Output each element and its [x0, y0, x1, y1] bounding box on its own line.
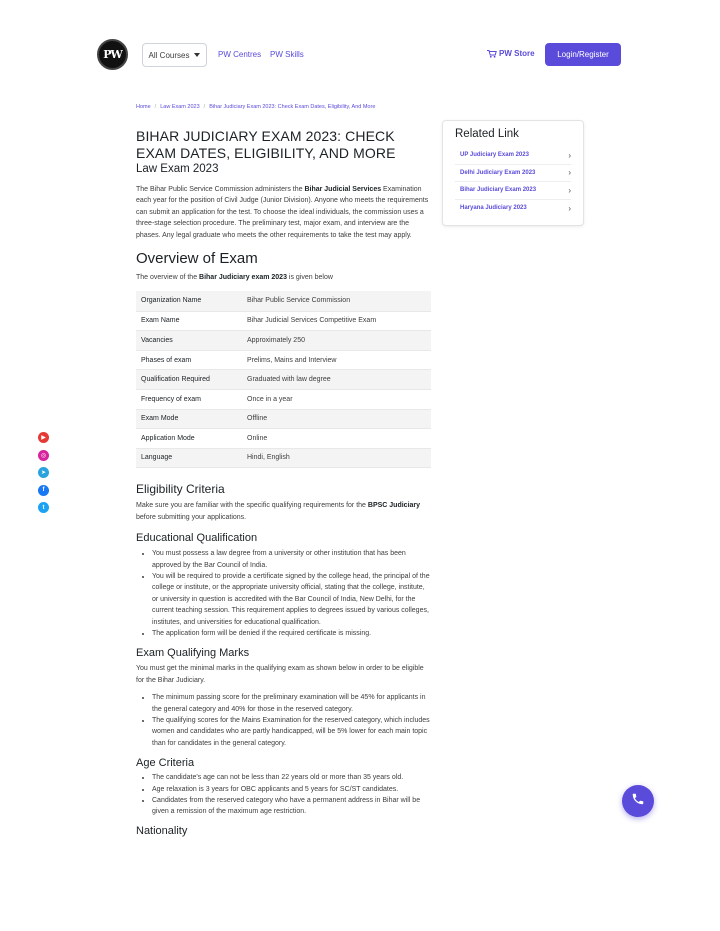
marks-heading: Exam Qualifying Marks [136, 647, 250, 660]
table-cell-value: Approximately 250 [242, 331, 431, 351]
list-item: • You must possess a law degree from a university or other institution that has been approved by the Bar Council of India. [152, 548, 432, 571]
facebook-icon[interactable]: f [38, 485, 49, 496]
chevron-right-icon: › [568, 168, 571, 178]
table-cell-value: Hindi, English [242, 448, 431, 468]
list-item: • The application form will be denied if the required certificate is missing. [152, 628, 432, 639]
table-row [136, 291, 431, 311]
related-links-card [442, 120, 584, 226]
page-subtitle: Law Exam 2023 [136, 163, 219, 175]
table-cell-key: Application Mode [136, 429, 242, 449]
telegram-icon[interactable]: ➤ [38, 467, 49, 478]
related-link-label: Bihar Judiciary Exam 2023 [460, 187, 537, 194]
list-item: • The minimum passing score for the preliminary examination will be 45% for applicants in the general category and 40% for those in the reserved category. [152, 692, 432, 715]
all-courses-label: All Courses [148, 50, 190, 60]
related-link-item[interactable] [455, 182, 571, 200]
eligibility-heading: Eligibility Criteria [136, 482, 225, 497]
list-item: • Age relaxation is 3 years for OBC applicants and 5 years for SC/ST candidates. [152, 784, 432, 795]
instagram-icon[interactable]: ◎ [38, 450, 49, 461]
table-cell-key: Phases of exam [136, 350, 242, 370]
table-cell-value: Prelims, Mains and Interview [242, 350, 431, 370]
education-heading: Educational Qualification [136, 532, 258, 545]
chevron-right-icon: › [568, 150, 571, 160]
article [136, 128, 432, 837]
age-heading: Age Criteria [136, 757, 195, 770]
table-row [136, 448, 431, 468]
phone-icon [631, 792, 645, 811]
table-cell-value: Graduated with law degree [242, 370, 431, 390]
nationality-heading: Nationality [136, 824, 188, 837]
related-link-item[interactable] [455, 165, 571, 183]
education-list [136, 548, 432, 639]
table-row [136, 350, 431, 370]
youtube-icon[interactable]: ▶ [38, 432, 49, 443]
table-cell-value: Once in a year [242, 389, 431, 409]
related-link-label: Haryana Judiciary 2023 [460, 205, 527, 212]
age-list [136, 772, 432, 818]
table-row [136, 389, 431, 409]
all-courses-dropdown[interactable] [142, 43, 207, 67]
table-row [136, 409, 431, 429]
breadcrumb-home[interactable]: Home [136, 104, 151, 110]
table-cell-key: Exam Mode [136, 409, 242, 429]
table-cell-key: Language [136, 448, 242, 468]
eligibility-paragraph: Make sure you are familiar with the specific qualifying requirements for the BPSC Judiciary before submitting your applications. [136, 502, 421, 521]
login-register-button[interactable]: Login/Register [545, 43, 621, 66]
pw-store-link[interactable] [487, 49, 535, 58]
table-cell-key: Exam Name [136, 311, 242, 331]
pw-logo-text: PW [103, 48, 122, 61]
caret-down-icon [194, 53, 200, 57]
table-row [136, 331, 431, 351]
table-cell-value: Bihar Public Service Commission [242, 291, 431, 311]
breadcrumb-current: Bihar Judiciary Exam 2023: Check Exam Dates, Eligibility, And More [209, 104, 376, 110]
page-title: BIHAR JUDICIARY EXAM 2023: CHECK EXAM DATES, ELIGIBILITY, AND MORE [136, 128, 396, 161]
chevron-right-icon: › [568, 203, 571, 213]
overview-paragraph: The overview of the Bihar Judiciary exam 2023 is given below [136, 274, 333, 282]
table-row [136, 311, 431, 331]
table-cell-value: Bihar Judicial Services Competitive Exam [242, 311, 431, 331]
related-link-item[interactable] [455, 200, 571, 218]
related-link-label: Delhi Judiciary Exam 2023 [460, 169, 536, 176]
table-row [136, 429, 431, 449]
table-cell-value: Offline [242, 409, 431, 429]
breadcrumb-law-exam[interactable]: Law Exam 2023 [160, 104, 200, 110]
table-cell-key: Vacancies [136, 331, 242, 351]
overview-table [136, 291, 431, 468]
list-item: • The qualifying scores for the Mains Examination for the reserved category, which includes women and candidates who are partly handicapped, will be 5% lower for each main topic than for candidates in the general category. [152, 715, 432, 749]
nav-pw-skills[interactable]: PW Skills [270, 50, 304, 59]
intro-paragraph: The Bihar Public Service Commission administers the Bihar Judicial Services Examination each year for the position of Civil Judge (Junior Division). Anyone who meets the requirements can submit an application for the test. To choose the ideal individuals, the commission uses a three-stage selection procedure. The preliminary test, major exam, and interview are the phases. Any legal graduate who meets the other requirements to take the test may apply. [136, 186, 429, 239]
related-links-title: Related Link [455, 128, 519, 140]
breadcrumb: Home / Law Exam 2023 / Bihar Judiciary Exam 2023: Check Exam Dates, Eligibility, And More [136, 104, 376, 110]
related-link-item[interactable] [455, 147, 571, 165]
related-link-label: UP Judiciary Exam 2023 [460, 152, 529, 159]
overview-heading: Overview of Exam [136, 250, 258, 268]
call-button[interactable] [622, 785, 654, 817]
chevron-right-icon: › [568, 185, 571, 195]
list-item: • Candidates from the reserved category who have a permanent address in Bihar will be given a remission of the maximum age restriction. [152, 795, 432, 818]
list-item: • The candidate's age can not be less than 22 years old or more than 35 years old. [152, 772, 432, 783]
pw-logo[interactable] [97, 39, 128, 70]
table-row [136, 370, 431, 390]
marks-list [136, 692, 432, 749]
marks-paragraph: You must get the minimal marks in the qualifying exam as shown below in order to be eligible for the Bihar Judiciary. [136, 665, 424, 684]
table-cell-value: Online [242, 429, 431, 449]
twitter-icon[interactable]: t [38, 502, 49, 513]
table-cell-key: Frequency of exam [136, 389, 242, 409]
table-cell-key: Organization Name [136, 291, 242, 311]
cart-icon [487, 50, 496, 57]
nav-pw-centres[interactable]: PW Centres [218, 50, 262, 59]
list-item: • You will be required to provide a certificate signed by the college head, the principal of the college or institute, or the appropriate university official, stating that the college, institute, or university in question is accredited with the Bar Council of India, New Delhi, for the current teaching session. This requirement applies to degrees issued by various colleges, institutes, and universities for educational qualification. [152, 571, 432, 628]
pw-store-label: PW Store [499, 49, 535, 58]
table-cell-key: Qualification Required [136, 370, 242, 390]
